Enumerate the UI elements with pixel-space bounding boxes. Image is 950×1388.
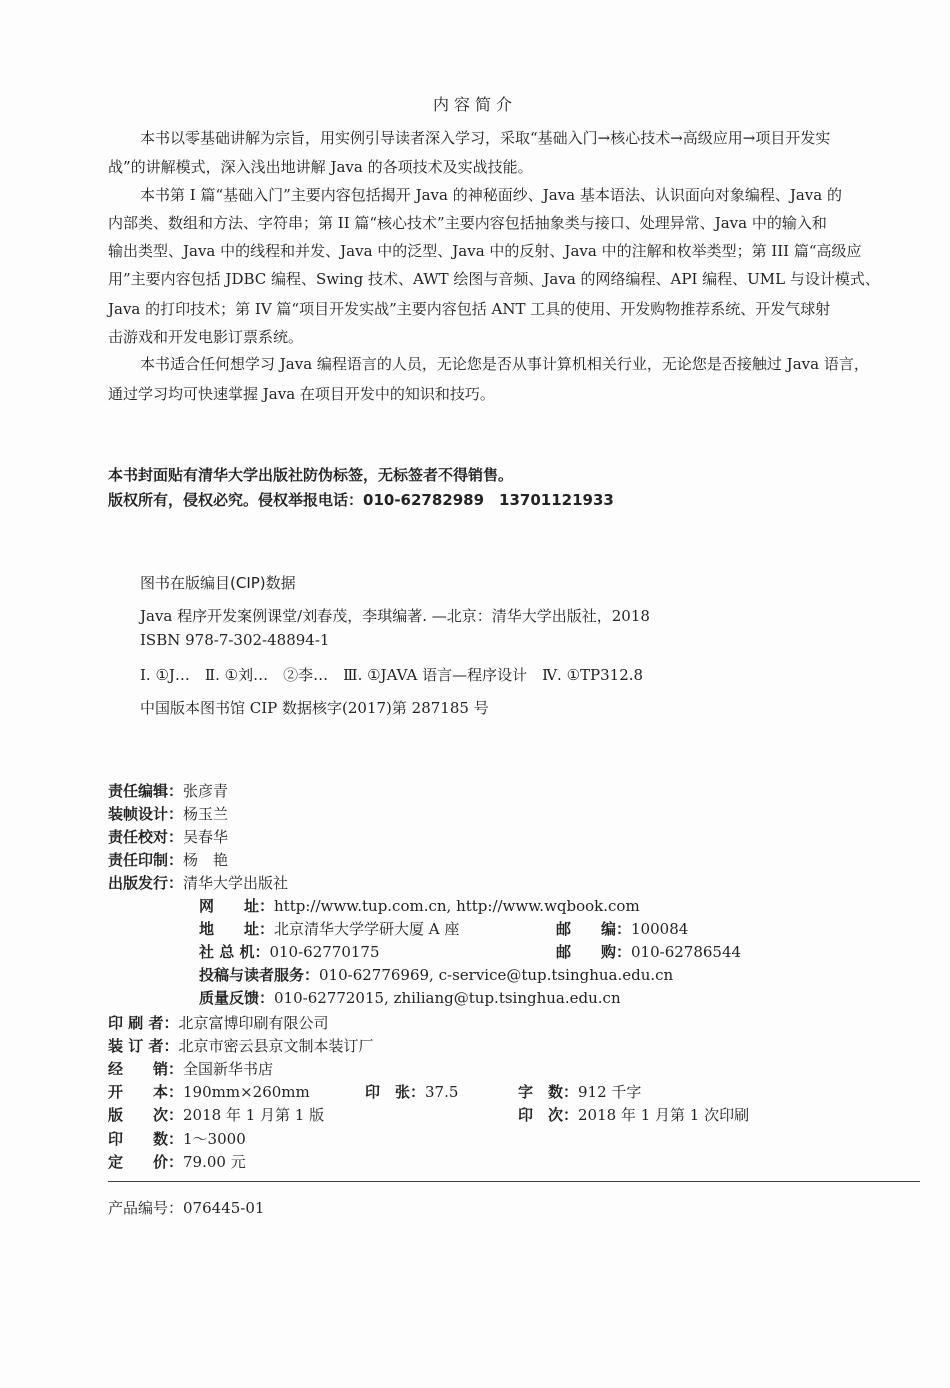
address-label: 地 址： [199, 920, 275, 938]
price-value: 79.00 元 [183, 1153, 246, 1171]
zip-value: 100084 [631, 920, 689, 938]
design-value: 杨玉兰 [183, 805, 229, 823]
print-label: 责任印制： [108, 851, 184, 869]
binder-label: 装 订 者： [108, 1037, 179, 1055]
proof-label: 责任校对： [108, 828, 184, 846]
intro-p2-line3: 输出类型、Java 中的线程和并发、Java 中的泛型、Java 中的反射、Java 中的注解和枚举类型；第 III 篇“高级应 [108, 242, 862, 260]
format-label: 开 本： [108, 1083, 184, 1101]
mail-order-value: 010-62786544 [631, 943, 742, 961]
copies-label: 印 数： [108, 1130, 184, 1148]
credit-price [108, 1151, 246, 1172]
intro-p2-line1: 本书第 I 篇“基础入门”主要内容包括揭开 Java 的神秘面纱、Java 基本语法、认识面向对象编程、Java 的 [140, 186, 842, 204]
quality-label: 质量反馈： [199, 989, 275, 1007]
intro-p2-line5: Java 的打印技术；第 IV 篇“项目开发实战”主要内容包括 ANT 工具的使用、开发购物推荐系统、开发气球射 [108, 300, 831, 318]
web-label: 网 址： [199, 897, 275, 915]
divider-line [108, 1181, 920, 1182]
design-label: 装帧设计： [108, 805, 184, 823]
credit-mail-order [556, 941, 741, 962]
credit-editor [108, 780, 228, 801]
intro-p2-line6: 击游戏和开发电影订票系统。 [108, 328, 304, 346]
credit-service [199, 964, 673, 985]
cip-classification: Ⅰ. ①J… Ⅱ. ①刘… ②李… Ⅲ. ①JAVA 语言—程序设计 Ⅳ. ①TP312.8 [140, 666, 644, 684]
switchboard-value: 010-62770175 [269, 943, 380, 961]
intro-p2-line2: 内部类、数组和方法、字符串；第 II 篇“核心技术”主要内容包括抽象类与接口、处理异常、Java 中的输入和 [108, 214, 827, 232]
copies-value: 1～3000 [183, 1130, 246, 1148]
printer-label: 印 刷 者： [108, 1014, 179, 1032]
mail-order-label: 邮 购： [556, 943, 632, 961]
credit-copies [108, 1128, 246, 1149]
copyright-notice: 版权所有，侵权必究。侵权举报电话：010-62782989 13701121933 [108, 491, 614, 509]
zip-label: 邮 编： [556, 920, 632, 938]
cip-title-line: Java 程序开发案例课堂/刘春茂，李琪编著. —北京：清华大学出版社，2018 [140, 607, 650, 625]
intro-p3-line2: 通过学习均可快速掌握 Java 在项目开发中的知识和技巧。 [108, 385, 495, 403]
credit-impression [518, 1104, 749, 1125]
credit-sheets [365, 1081, 458, 1102]
product-code-value: 076445-01 [183, 1199, 265, 1217]
intro-p2-line4: 用”主要内容包括 JDBC 编程、Swing 技术、AWT 绘图与音频、Java 的网络编程、API 编程、UML 与设计模式、 [108, 270, 880, 288]
publisher-label: 出版发行： [108, 874, 184, 892]
sheets-label: 印 张： [365, 1083, 426, 1101]
credit-proof [108, 826, 228, 847]
price-label: 定 价： [108, 1153, 184, 1171]
web-value[interactable]: http://www.tup.com.cn, http://www.wqbook.com [274, 897, 640, 915]
format-value: 190mm×260mm [183, 1083, 310, 1101]
credit-web [199, 895, 640, 916]
credit-words [518, 1081, 641, 1102]
impression-value: 2018 年 1 月第 1 次印刷 [578, 1106, 750, 1124]
credit-binder [108, 1035, 373, 1056]
switchboard-label: 社 总 机： [199, 943, 270, 961]
edition-label: 版 次： [108, 1106, 184, 1124]
print-value: 杨 艳 [183, 851, 229, 869]
product-code-label: 产品编号： [108, 1199, 184, 1217]
credit-address [199, 918, 459, 939]
binder-value: 北京市密云县京文制本装订厂 [178, 1037, 374, 1055]
words-value: 912 千字 [578, 1083, 642, 1101]
distributor-label: 经 销： [108, 1060, 184, 1078]
credit-zip [556, 918, 688, 939]
intro-p1-line1: 本书以零基础讲解为宗旨，用实例引导读者深入学习，采取“基础入门→核心技术→高级应用→项目开发实 [140, 129, 831, 147]
publisher-value: 清华大学出版社 [183, 874, 289, 892]
intro-p3-line1: 本书适合任何想学习 Java 编程语言的人员，无论您是否从事计算机相关行业，无论您是否接触过 Java 语言， [140, 355, 869, 373]
credit-format [108, 1081, 310, 1102]
impression-label: 印 次： [518, 1106, 579, 1124]
quality-value: 010-62772015, zhiliang@tup.tsinghua.edu.cn [274, 989, 621, 1007]
credit-edition [108, 1104, 324, 1125]
anti-fake-notice: 本书封面贴有清华大学出版社防伪标签，无标签者不得销售。 [108, 466, 514, 484]
distributor-value: 全国新华书店 [183, 1060, 274, 1078]
cip-number: 中国版本图书馆 CIP 数据核字(2017)第 287185 号 [140, 699, 489, 717]
credit-switchboard [199, 941, 380, 962]
words-label: 字 数： [518, 1083, 579, 1101]
credit-publisher [108, 872, 288, 893]
printer-value: 北京富博印刷有限公司 [178, 1014, 329, 1032]
edition-value: 2018 年 1 月第 1 版 [183, 1106, 325, 1124]
credit-design [108, 803, 228, 824]
service-label: 投稿与读者服务： [199, 966, 320, 984]
editor-label: 责任编辑： [108, 782, 184, 800]
editor-value: 张彦青 [183, 782, 229, 800]
cip-heading: 图书在版编目(CIP)数据 [140, 574, 296, 592]
credit-distributor [108, 1058, 273, 1079]
product-code [108, 1197, 264, 1218]
intro-title: 内容简介 [432, 95, 517, 114]
credit-quality [199, 987, 621, 1008]
address-value: 北京清华大学学研大厦 A 座 [274, 920, 460, 938]
cip-isbn: ISBN 978-7-302-48894-1 [140, 631, 330, 649]
intro-p1-line2: 战”的讲解模式，深入浅出地讲解 Java 的各项技术及实战技能。 [108, 158, 533, 176]
sheets-value: 37.5 [425, 1083, 459, 1101]
service-value: 010-62776969, c-service@tup.tsinghua.edu.cn [319, 966, 674, 984]
credit-printer [108, 1012, 328, 1033]
credit-print [108, 849, 228, 870]
proof-value: 吴春华 [183, 828, 229, 846]
